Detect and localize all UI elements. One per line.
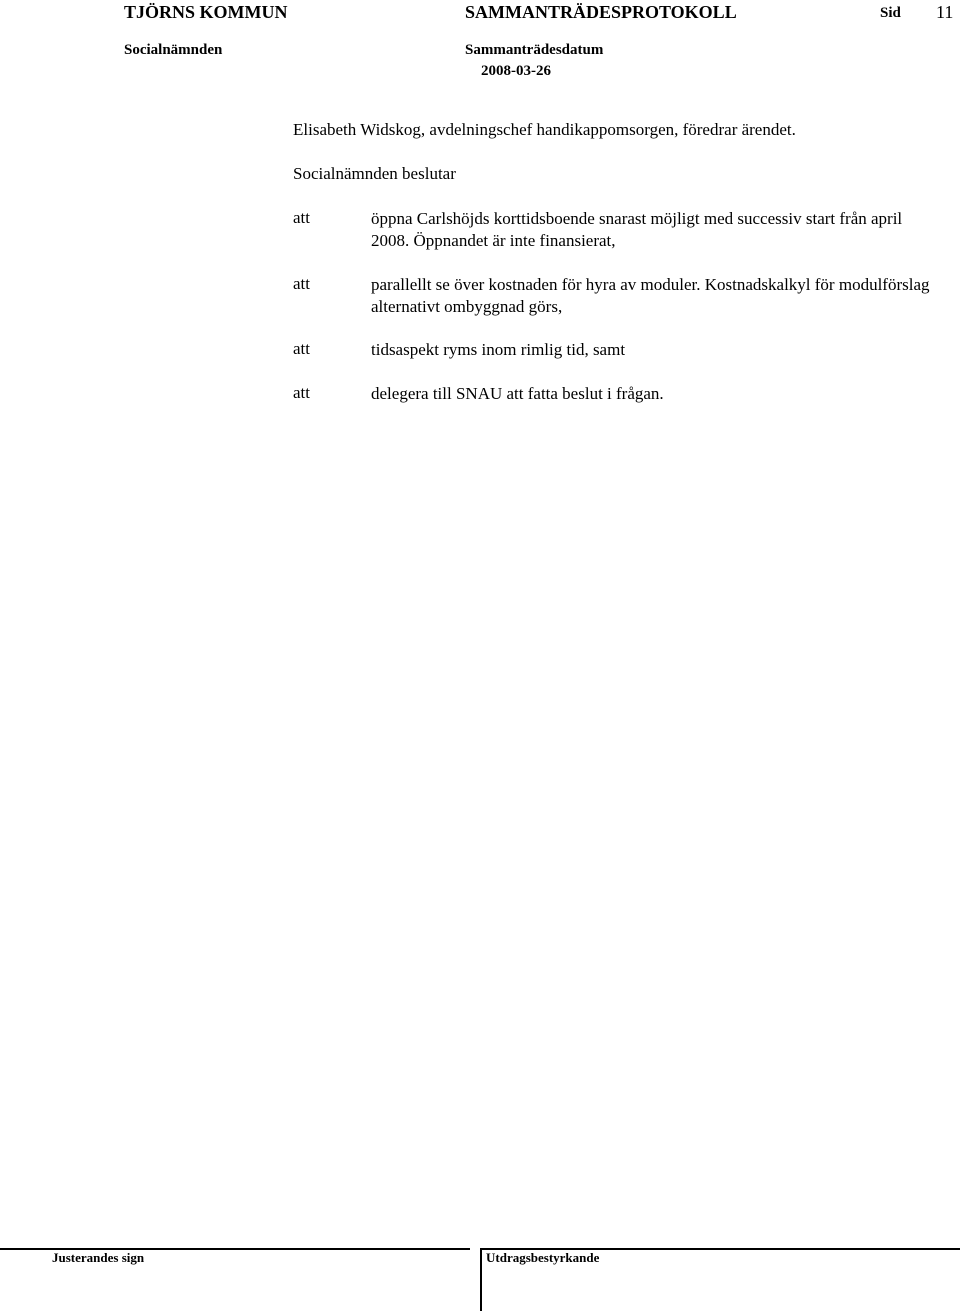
clause-text: parallellt se över kostnaden för hyra av moduler. Kostnadskalkyl för modulförslag alternativt ombyggnad görs, — [371, 275, 930, 316]
justerandes-sign-label: Justerandes sign — [52, 1250, 145, 1265]
page-label: Sid — [880, 5, 901, 21]
meeting-date: 2008-03-26 — [481, 63, 551, 79]
clause-marker: att — [293, 274, 310, 293]
clause-marker: att — [293, 339, 310, 358]
clause-marker: att — [293, 383, 310, 402]
intro-paragraph: Elisabeth Widskog, avdelningschef handikappomsorgen, föredrar ärendet. — [293, 120, 796, 139]
footer-divider — [480, 1248, 482, 1311]
decision-heading: Socialnämnden beslutar — [293, 164, 456, 183]
committee-name: Socialnämnden — [124, 42, 223, 58]
clause-text: tidsaspekt ryms inom rimlig tid, samt — [371, 340, 626, 359]
clause-text: delegera till SNAU att fatta beslut i frågan. — [371, 384, 664, 403]
document-type: SAMMANTRÄDESPROTOKOLL — [465, 2, 737, 22]
clause-marker: att — [293, 208, 310, 227]
page-number: 11 — [936, 2, 954, 22]
meeting-date-label: Sammanträdesdatum — [465, 42, 604, 58]
utdragsbestyrkande-label: Utdragsbestyrkande — [486, 1250, 600, 1265]
clause-text: öppna Carlshöjds korttidsboende snarast möjligt med successiv start från april 2008. Öppnandet är inte finansierat, — [371, 209, 903, 250]
municipality-name: TJÖRNS KOMMUN — [124, 2, 288, 22]
